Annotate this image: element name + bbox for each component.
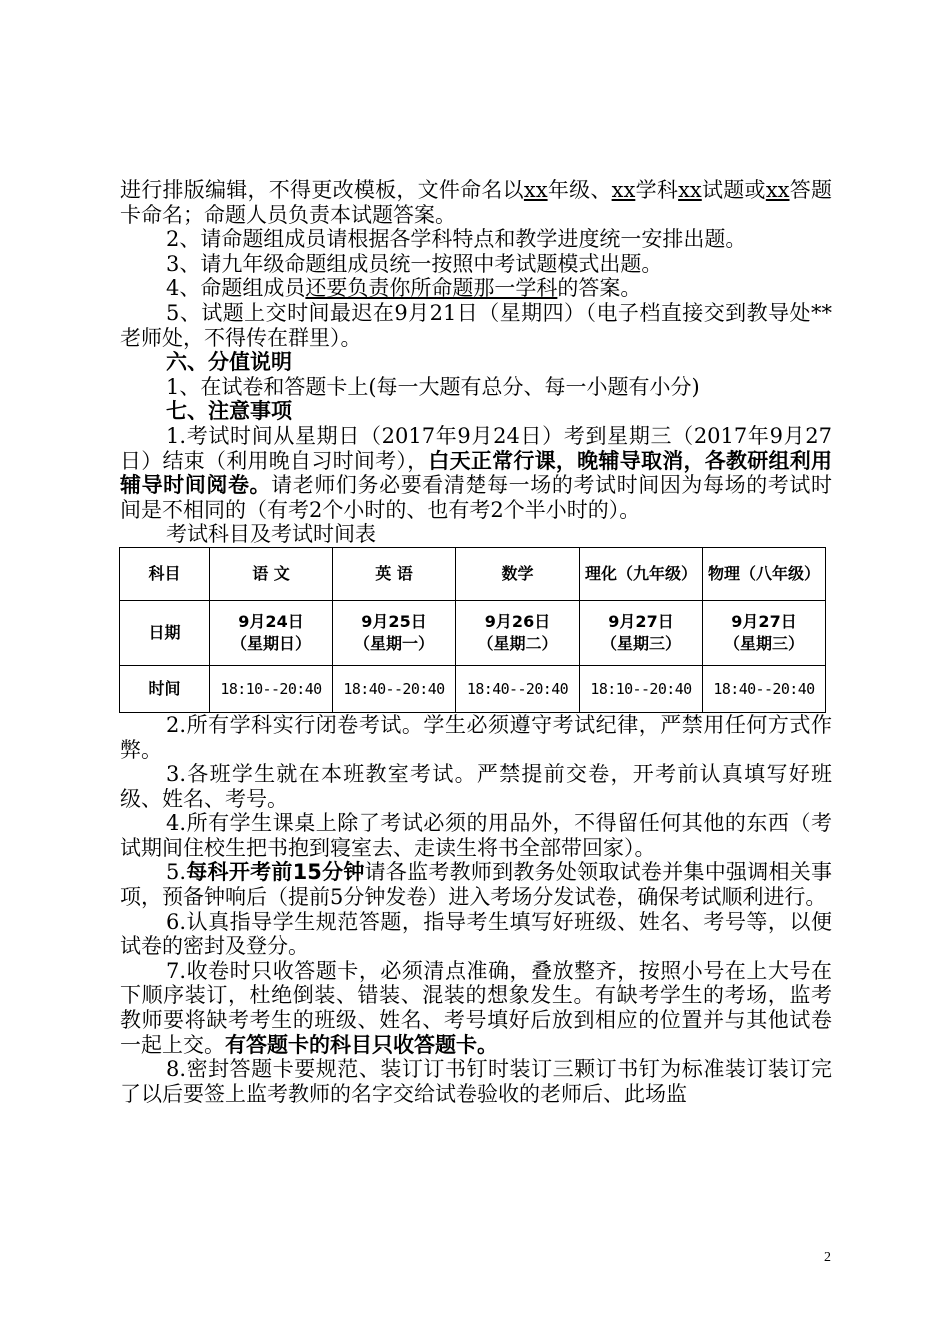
bold-text: 白天正常行课，晚辅导取消，各教研组利用辅导时间阅卷。 xyxy=(120,448,833,498)
date: 9月27日 xyxy=(731,611,797,631)
text-run: 7.收卷时只收答题卡，必须清点准确，叠放整齐，按照小号在上大号在下顺序装订，杜绝倒装、错装、混装的想象发生。有缺考学生的考场，监考教师要将缺考考生的班级、姓名、考号填好后放到相应的位置并与其他试卷一起上交。 xyxy=(120,958,832,1057)
placeholder-grade: xx xyxy=(523,178,548,202)
table-caption: 考试科目及考试时间表 xyxy=(166,522,376,547)
weekday: （星期三） xyxy=(723,633,804,653)
weekday: （星期二） xyxy=(477,633,558,653)
subject-cell: 理化（九年级） xyxy=(580,547,703,600)
row-label-subject: 科目 xyxy=(120,547,210,600)
table-row-dates xyxy=(120,600,826,665)
paragraph-continued xyxy=(120,178,832,227)
note-4: 4.所有学生课桌上除了考试必须的用品外，不得留任何其他的东西（考试期间住校生把书抱到寝室去、走读生将书全部带回家）。 xyxy=(120,811,832,860)
date-cell xyxy=(703,600,826,665)
date-cell xyxy=(210,600,333,665)
date: 9月26日 xyxy=(484,611,551,631)
text-run: 试题或 xyxy=(701,178,766,202)
text-run: 答题卡命名；命题人员负责本试题答案。 xyxy=(120,178,833,227)
weekday: （星期三） xyxy=(600,633,681,653)
bold-text: 每科开考前15分钟 xyxy=(186,860,365,885)
text-run: 年级、 xyxy=(547,178,612,202)
section-6-item-1: 1、在试卷和答题卡上(每一大题有总分、每一小题有小分) xyxy=(166,374,700,399)
subject-cell: 语 文 xyxy=(210,547,333,600)
date: 9月24日 xyxy=(238,611,304,631)
date-cell xyxy=(456,600,580,665)
item-2: 2、请命题组成员请根据各学科特点和教学进度统一安排出题。 xyxy=(166,227,747,252)
time-cell: 18:40--20:40 xyxy=(703,665,826,712)
text-run: 请各监考教师到教务处领取试卷并集中强调相关事项，预备钟响后（提前5分钟发卷）进入考场分发试卷，确保考试顺利进行。 xyxy=(120,860,832,910)
item-4 xyxy=(120,276,832,301)
text-run: 学科 xyxy=(635,178,679,202)
note-5 xyxy=(120,860,832,909)
note-3: 3.各班学生就在本班教室考试。严禁提前交卷，开考前认真填写好班级、姓名、考号。 xyxy=(120,762,832,811)
time-cell: 18:10--20:40 xyxy=(580,665,703,712)
text-run: 5. xyxy=(166,860,187,885)
subject-cell: 物理（八年级） xyxy=(703,547,826,600)
date: 9月25日 xyxy=(361,611,427,631)
text-run: 请老师们务必要看清楚每一场的考试时间因为每场的考试时间是不相同的（有考2个小时的、也有考2个半小时的）。 xyxy=(120,473,832,522)
page-number: 2 xyxy=(824,1250,831,1265)
note-1 xyxy=(120,424,832,522)
row-label-date: 日期 xyxy=(120,600,210,665)
text-run: 的答案。 xyxy=(557,276,642,301)
weekday: （星期日） xyxy=(230,633,311,653)
placeholder-answer-card: xx xyxy=(765,178,790,202)
text-run: 1.考试时间从星期日（2017年9月24日）考到星期三（2017年9月27日）结束（利用晚自习时间考）， xyxy=(120,423,832,473)
row-label-time: 时间 xyxy=(120,665,210,712)
date-cell xyxy=(580,600,703,665)
text-run: 4、命题组成员 xyxy=(166,276,306,301)
section-7-heading: 七、注意事项 xyxy=(166,398,292,424)
time-cell: 18:10--20:40 xyxy=(210,665,333,712)
text-run: 进行排版编辑，不得更改模板，文件命名以 xyxy=(120,178,524,202)
item-5: 5、试题上交时间最迟在9月21日（星期四）（电子档直接交到教导处**老师处，不得传在群里）。 xyxy=(120,300,832,350)
note-8: 8.密封答题卡要规范、装订订书钉时装订三颗订书钉为标准装订装订完了以后要签上监考教师的名字交给试卷验收的老师后、此场监 xyxy=(120,1057,832,1106)
document-body xyxy=(120,178,832,1106)
time-cell: 18:40--20:40 xyxy=(333,665,456,712)
note-2: 2.所有学科实行闭卷考试。学生必须遵守考试纪律，严禁用任何方式作弊。 xyxy=(120,712,832,762)
table-row-subjects xyxy=(120,547,826,600)
placeholder-subject: xx xyxy=(611,178,636,202)
time-cell: 18:40--20:40 xyxy=(456,665,580,712)
item-3: 3、请九年级命题组成员统一按照中考试题模式出题。 xyxy=(166,251,663,276)
note-6: 6.认真指导学生规范答题，指导考生填写好班级、姓名、考号等，以便试卷的密封及登分。 xyxy=(120,909,832,959)
section-6-heading: 六、分值说明 xyxy=(166,349,292,375)
note-7 xyxy=(120,959,832,1057)
bold-text: 有答题卡的科目只收答题卡。 xyxy=(225,1032,498,1057)
underlined-text: 还要负责你所命题那一学科 xyxy=(305,276,558,301)
subject-cell: 数学 xyxy=(456,547,580,600)
exam-schedule-table xyxy=(119,547,826,713)
subject-cell: 英 语 xyxy=(333,547,456,600)
placeholder-test: xx xyxy=(678,178,702,202)
table-row-times xyxy=(120,665,826,712)
weekday: （星期一） xyxy=(353,633,434,653)
date-cell xyxy=(333,600,456,665)
date: 9月27日 xyxy=(608,611,674,631)
